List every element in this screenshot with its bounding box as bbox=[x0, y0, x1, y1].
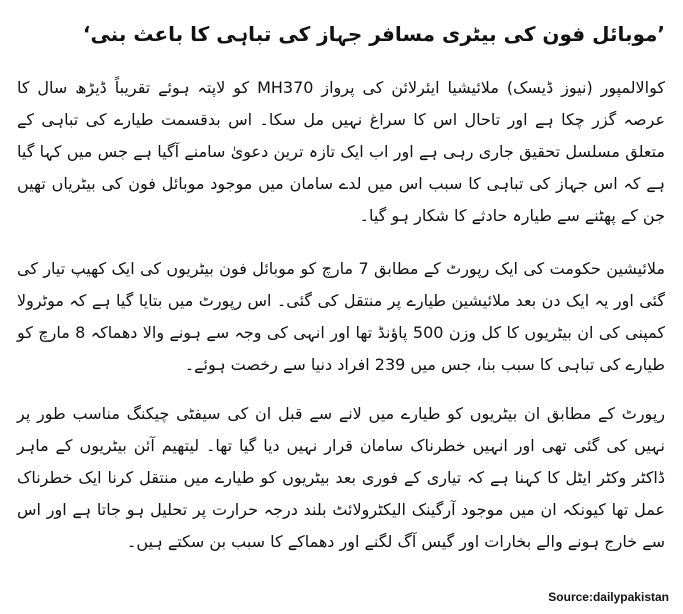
source-credit: Source:dailypakistan bbox=[548, 590, 669, 604]
article-paragraph-3: رپورٹ کے مطابق ان بیٹریوں کو طیارے میں لانے سے قبل ان کی سیفٹی چیکنگ مناسب طور پر نہیں کی گئی تھی اور انہیں خطرناک سامان قرار نہیں دیا گیا تھا۔ لیتھیم آئن بیٹریوں کے ماہر ڈاکٹر وکٹر ایٹل کا کہنا ہے کہ تیاری کے فوری بعد بیٹریوں کو طیارے میں منتقل کرنا ایک خطرناک عمل تھا کیونکہ ان میں موجود آرگینک الیکٹرولائٹ بلند درجہ حرارت پر تحلیل ہو جاتا ہے اور اس سے خارج ہونے والے بخارات اور گیس آگ لگنے اور دھماکے کا سبب بن سکتے ہیں۔ bbox=[17, 404, 665, 551]
article-paragraph-1: کوالالمپور (نیوز ڈیسک) ملائیشیا ایئرلائن کی پرواز MH370 کو لاپتہ ہوئے تقریباً ڈیڑھ سال کا عرصہ گزر چکا ہے اور تاحال اس کا سراغ نہیں مل سکا۔ اس بدقسمت طیارے کی تباہی کے متعلق مسلسل تحقیق جاری رہی ہے اور اب ایک تازہ ترین دعویٰ سامنے آگیا ہے جس میں کہا گیا ہے کہ اس جہاز کی تباہی کا سبب اس میں لدے سامان میں موجود موبائل فون کی بیٹریاں تھیں جن کے پھٹنے سے طیارہ حادثے کا شکار ہو گیا۔ bbox=[17, 78, 665, 225]
article-paragraph-2: ملائیشین حکومت کی ایک رپورٹ کے مطابق 7 مارچ کو موبائل فون بیٹریوں کی ایک کھیپ تیار کی گئی اور یہ ایک دن بعد ملائیشین طیارے پر منتقل کی گئی۔ اس رپورٹ میں بتایا گیا ہے کہ موٹرولا کمپنی کی ان بیٹریوں کا کل وزن 500 پاؤنڈ تھا اور انہی کی وجہ سے ہونے والا دھماکہ 8 مارچ کو طیارے کی تباہی کا سبب بنا، جس میں 239 افراد دنیا سے رخصت ہوئے۔ bbox=[17, 259, 665, 374]
article-title: ’موبائل فون کی بیٹری مسافر جہاز کی تباہی کا باعث بنی‘ bbox=[82, 22, 665, 46]
